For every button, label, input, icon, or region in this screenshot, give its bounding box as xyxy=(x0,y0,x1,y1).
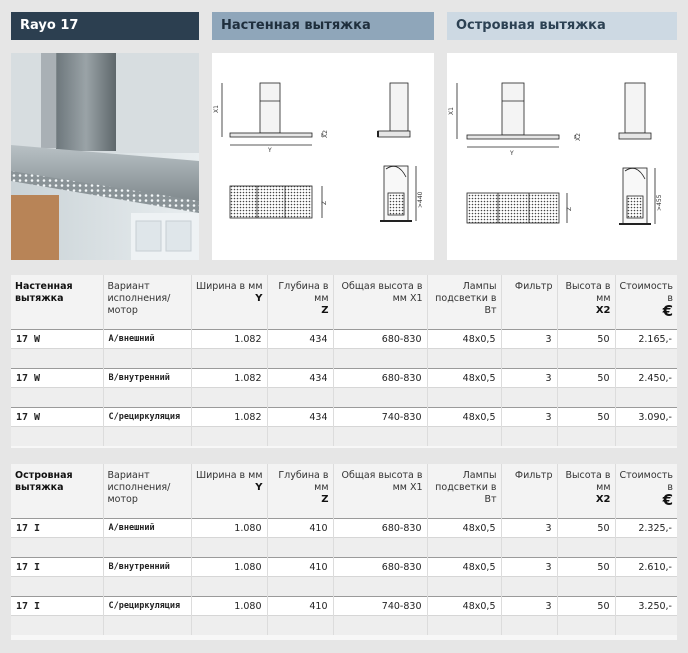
dim-label-x2: X2 xyxy=(322,130,329,138)
cell-height-total: 680-830 xyxy=(333,519,427,538)
cell-height: 50 xyxy=(557,408,615,427)
col-filter: Фильтр xyxy=(501,275,557,330)
spacer-cell xyxy=(191,427,267,447)
spacer-cell xyxy=(191,538,267,558)
cell-model: 17 W xyxy=(11,330,103,349)
cell-lamps: 48x0,5 xyxy=(427,519,501,538)
cell-model: 17 W xyxy=(11,408,103,427)
spacer-cell xyxy=(427,577,501,597)
cell-depth: 410 xyxy=(267,519,333,538)
spacer-cell xyxy=(11,388,103,408)
cell-width: 1.080 xyxy=(191,519,267,538)
col-lamps: Лампы подсветки в Вт xyxy=(427,275,501,330)
table-title: Настенная вытяжка xyxy=(11,275,103,330)
spacer-cell xyxy=(267,616,333,636)
spacer-cell xyxy=(615,388,677,408)
spacer-cell xyxy=(103,427,191,447)
spacer-cell xyxy=(615,538,677,558)
col-depth: Глубина в мм Z xyxy=(267,275,333,330)
spacer-cell xyxy=(103,349,191,369)
spacer-cell xyxy=(267,388,333,408)
spacer-cell xyxy=(501,616,557,636)
col-width: Ширина в мм Y xyxy=(191,275,267,330)
cell-height: 50 xyxy=(557,558,615,577)
spacer-cell xyxy=(267,427,333,447)
col-variant: Вариант исполнения/ мотор xyxy=(103,464,191,519)
cell-variant: С/рециркуляция xyxy=(103,408,191,427)
island-dim-label-x1: X1 xyxy=(448,107,455,115)
table-row xyxy=(11,597,677,616)
island-dim-label-x2: X2 xyxy=(575,133,582,141)
spacer-cell xyxy=(427,349,501,369)
spacer-cell xyxy=(501,349,557,369)
product-photo xyxy=(11,53,199,260)
spacer-cell xyxy=(333,538,427,558)
island-spec-table xyxy=(11,464,677,640)
spacer-cell xyxy=(427,616,501,636)
spacer-cell xyxy=(103,388,191,408)
dim-label-y: Y xyxy=(268,147,272,154)
row-spacer xyxy=(11,427,677,447)
spacer-cell xyxy=(333,427,427,447)
cell-width: 1.080 xyxy=(191,558,267,577)
cell-lamps: 48x0,5 xyxy=(427,558,501,577)
cell-price: 3.090,- xyxy=(615,408,677,427)
dim-label-x1: X1 xyxy=(213,105,220,113)
col-filter: Фильтр xyxy=(501,464,557,519)
table-row xyxy=(11,369,677,388)
cell-price: 2.450,- xyxy=(615,369,677,388)
cell-model: 17 W xyxy=(11,369,103,388)
cell-filter: 3 xyxy=(501,558,557,577)
cell-model: 17 I xyxy=(11,597,103,616)
island-hood-drawing xyxy=(447,53,677,260)
cell-height-total: 740-830 xyxy=(333,597,427,616)
cell-price: 2.610,- xyxy=(615,558,677,577)
spacer-cell xyxy=(267,538,333,558)
spacer-cell xyxy=(557,388,615,408)
cell-price: 2.325,- xyxy=(615,519,677,538)
spacer-cell xyxy=(191,388,267,408)
spacer-cell xyxy=(501,538,557,558)
spacer-cell xyxy=(11,538,103,558)
row-spacer xyxy=(11,349,677,369)
cell-price: 3.250,- xyxy=(615,597,677,616)
row-spacer xyxy=(11,388,677,408)
cell-variant: В/внутренний xyxy=(103,369,191,388)
cell-height-total: 680-830 xyxy=(333,369,427,388)
spacer-cell xyxy=(103,577,191,597)
cell-price: 2.165,- xyxy=(615,330,677,349)
wall-table-body xyxy=(11,330,677,447)
col-price: Стоимость в € xyxy=(615,464,677,519)
cell-height: 50 xyxy=(557,519,615,538)
col-lamps: Лампы подсветки в Вт xyxy=(427,464,501,519)
spacer-cell xyxy=(615,349,677,369)
wall-hood-title: Настенная вытяжка xyxy=(212,12,434,40)
col-width: Ширина в мм Y xyxy=(191,464,267,519)
spacer-cell xyxy=(191,616,267,636)
col-height: Высота в мм X2 xyxy=(557,464,615,519)
spacer-cell xyxy=(333,349,427,369)
spacer-cell xyxy=(191,577,267,597)
cell-height-total: 740-830 xyxy=(333,408,427,427)
spacer-cell xyxy=(615,577,677,597)
spacer-cell xyxy=(333,388,427,408)
cell-variant: В/внутренний xyxy=(103,558,191,577)
island-dim-label-z: Z xyxy=(566,206,573,211)
cell-depth: 434 xyxy=(267,369,333,388)
cell-variant: А/внешний xyxy=(103,330,191,349)
cell-filter: 3 xyxy=(501,519,557,538)
table-title: Островная вытяжка xyxy=(11,464,103,519)
table-row xyxy=(11,408,677,427)
spacer-cell xyxy=(11,577,103,597)
cell-variant: С/рециркуляция xyxy=(103,597,191,616)
island-dim-label-depth: >455 xyxy=(656,194,663,211)
dim-label-depth: >440 xyxy=(417,191,424,208)
spacer-cell xyxy=(557,616,615,636)
cell-height: 50 xyxy=(557,597,615,616)
row-spacer xyxy=(11,577,677,597)
cell-height-total: 680-830 xyxy=(333,330,427,349)
island-table-body xyxy=(11,519,677,636)
cell-width: 1.082 xyxy=(191,330,267,349)
dim-label-z: Z xyxy=(321,200,328,205)
col-price: Стоимость в € xyxy=(615,275,677,330)
spacer-cell xyxy=(557,349,615,369)
col-total-height: Общая высота в мм X1 xyxy=(333,464,427,519)
cell-model: 17 I xyxy=(11,519,103,538)
col-depth: Глубина в мм Z xyxy=(267,464,333,519)
cell-height: 50 xyxy=(557,369,615,388)
cell-width: 1.082 xyxy=(191,369,267,388)
spacer-cell xyxy=(11,427,103,447)
cell-model: 17 I xyxy=(11,558,103,577)
wall-spec-table xyxy=(11,275,677,448)
table-row xyxy=(11,519,677,538)
spacer-cell xyxy=(557,538,615,558)
spacer-cell xyxy=(501,427,557,447)
spacer-cell xyxy=(427,388,501,408)
wall-hood-drawing xyxy=(212,53,434,260)
spacer-cell xyxy=(333,577,427,597)
spacer-cell xyxy=(427,538,501,558)
spacer-cell xyxy=(191,349,267,369)
spacer-cell xyxy=(11,616,103,636)
spacer-cell xyxy=(557,427,615,447)
cell-lamps: 48x0,5 xyxy=(427,330,501,349)
spacer-cell xyxy=(501,388,557,408)
cell-lamps: 48x0,5 xyxy=(427,408,501,427)
island-dim-label-y: Y xyxy=(510,150,514,157)
spacer-cell xyxy=(103,538,191,558)
cell-filter: 3 xyxy=(501,408,557,427)
cell-depth: 434 xyxy=(267,330,333,349)
model-title: Rayo 17 xyxy=(11,12,199,40)
spacer-cell xyxy=(103,616,191,636)
cell-width: 1.082 xyxy=(191,408,267,427)
cell-depth: 434 xyxy=(267,408,333,427)
spacer-cell xyxy=(501,577,557,597)
table-row xyxy=(11,330,677,349)
col-variant: Вариант исполнения/ мотор xyxy=(103,275,191,330)
cell-lamps: 48x0,5 xyxy=(427,369,501,388)
row-spacer xyxy=(11,616,677,636)
cell-filter: 3 xyxy=(501,330,557,349)
spacer-cell xyxy=(11,349,103,369)
spacer-cell xyxy=(615,616,677,636)
cell-depth: 410 xyxy=(267,597,333,616)
cell-height-total: 680-830 xyxy=(333,558,427,577)
cell-lamps: 48x0,5 xyxy=(427,597,501,616)
table-row xyxy=(11,558,677,577)
spacer-cell xyxy=(557,577,615,597)
col-height: Высота в мм X2 xyxy=(557,275,615,330)
cell-height: 50 xyxy=(557,330,615,349)
row-spacer xyxy=(11,538,677,558)
spacer-cell xyxy=(333,616,427,636)
spacer-cell xyxy=(267,349,333,369)
island-hood-title: Островная вытяжка xyxy=(447,12,677,40)
col-total-height: Общая высота в мм X1 xyxy=(333,275,427,330)
cell-width: 1.080 xyxy=(191,597,267,616)
cell-variant: А/внешний xyxy=(103,519,191,538)
cell-filter: 3 xyxy=(501,597,557,616)
cell-depth: 410 xyxy=(267,558,333,577)
spacer-cell xyxy=(427,427,501,447)
spacer-cell xyxy=(615,427,677,447)
spacer-cell xyxy=(267,577,333,597)
cell-filter: 3 xyxy=(501,369,557,388)
